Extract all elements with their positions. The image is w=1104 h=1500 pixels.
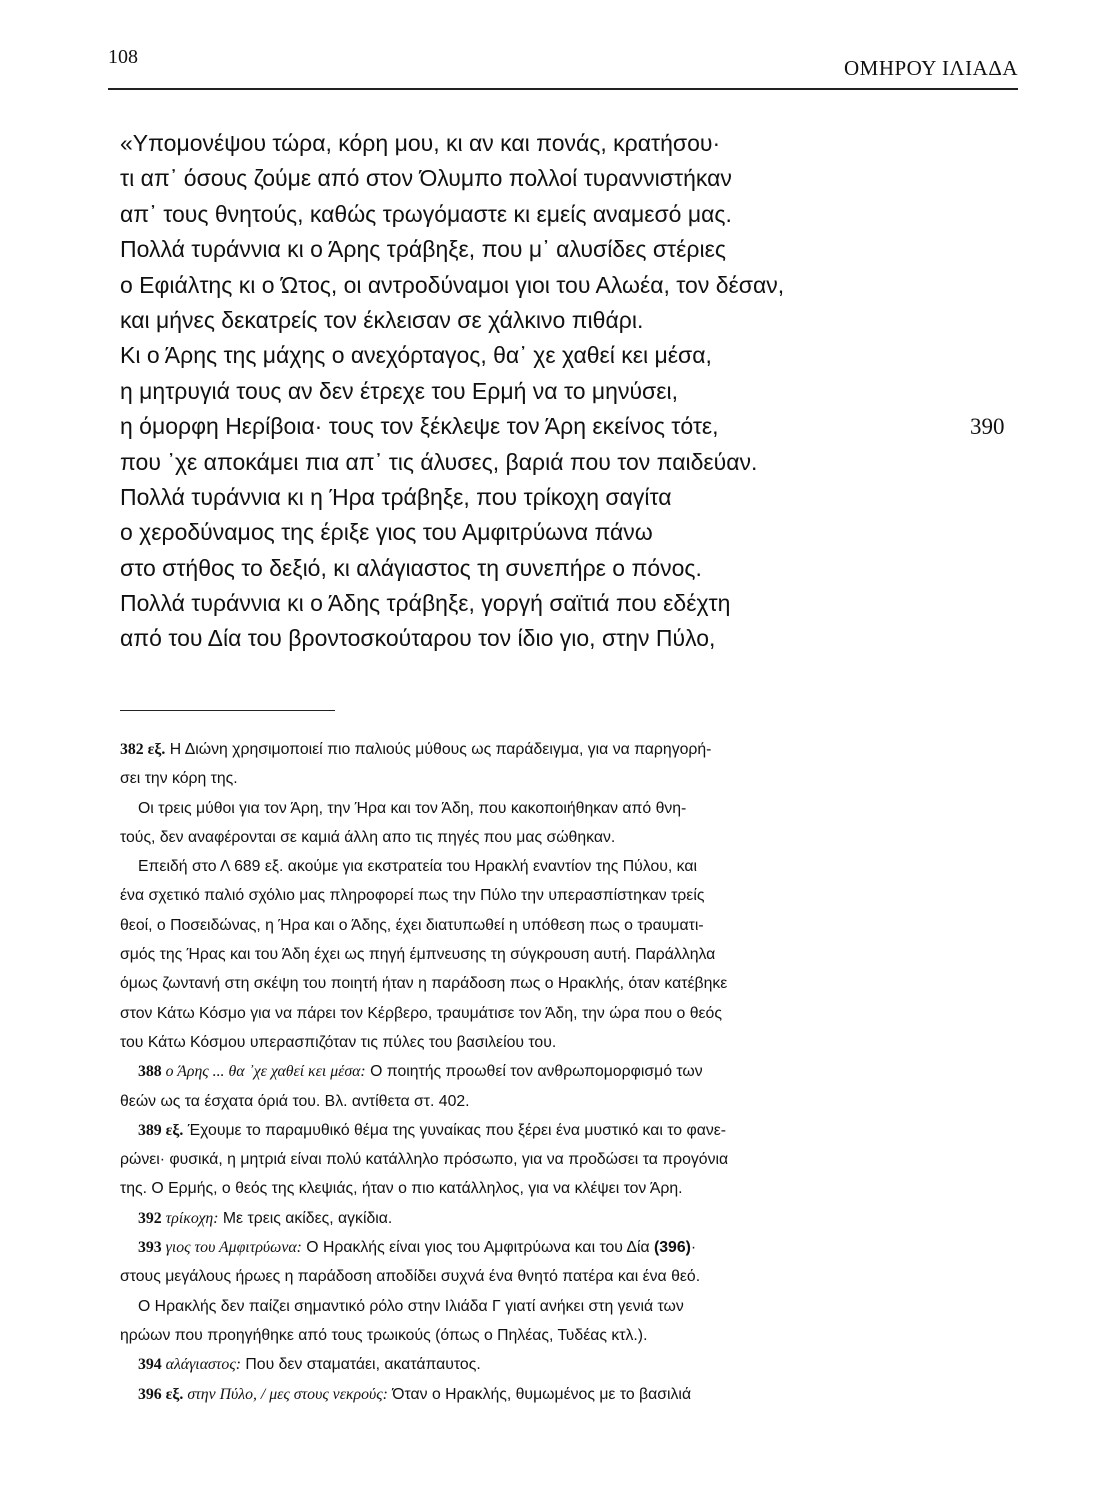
verse-line: από του Δία του βροντοσκούταρου τον ίδιο γιο, στην Πύλο, — [120, 625, 716, 652]
verse-line: ο Εφιάλτης κι ο Ώτος, οι αντροδύναμοι γιοι του Αλωέα, τον δέσαν, — [120, 271, 785, 298]
commentary-notes — [120, 735, 962, 1409]
note-382-paragraph-3 — [120, 852, 962, 1057]
note-lemma: στην Πύλο, / μες στους νεκρούς: — [183, 1385, 388, 1403]
cross-reference: (396) — [654, 1239, 691, 1257]
note-text: ρώνει· φυσικά, η μητριά είναι πολύ κατάλληλο πρόσωπο, για να προδώσει τα προγόνια — [120, 1151, 729, 1169]
note-lemma: ο Άρης ... θα ᾽χε χαθεί κει μέσα: — [161, 1063, 366, 1081]
note-text: Ο Ηρακλής είναι γιος του Αμφιτρύωνα και του Δία — [301, 1239, 655, 1257]
note-394 — [120, 1350, 962, 1379]
note-ref: 388 — [138, 1063, 162, 1081]
note-lemma: αλάγιαστος: — [161, 1356, 241, 1374]
note-text: Που δεν σταματάει, ακατάπαυτος. — [241, 1356, 481, 1374]
verse-line: Πολλά τυράννια κι ο Άδης τράβηξε, γοργή σαϊτιά που εδέχτη — [120, 590, 731, 617]
note-text: Ο Ηρακλής δεν παίζει σημαντικό ρόλο στην Ιλιάδα Γ γιατί ανήκει στη γενιά των — [138, 1297, 684, 1315]
verse-line: η μητρυγιά τους αν δεν έτρεχε του Ερμή να το μηνύσει, — [120, 377, 678, 404]
note-392 — [120, 1204, 962, 1233]
note-388 — [120, 1057, 962, 1116]
verse-line: τι απ᾽ όσους ζούμε από στον Όλυμπο πολλοί τυραννιστήκαν — [120, 165, 732, 192]
verse-line: Πολλά τυράννια κι ο Άρης τράβηξε, που μ᾽ αλυσίδες στέριες — [120, 236, 726, 263]
poem-text — [120, 126, 1005, 657]
header-rule — [108, 88, 1018, 90]
note-text: ένα σχετικό παλιό σχόλιο μας πληροφορεί πως την Πύλο την υπερασπίστηκαν τρείς — [120, 887, 705, 905]
note-text: Έχουμε το παραμυθικό θέμα της γυναίκας που ξέρει ένα μυστικό και το φανε- — [183, 1121, 727, 1139]
note-text: Η Διώνη χρησιμοποιεί πιο παλιούς μύθους ως παράδειγμα, για να παρηγορή- — [165, 741, 712, 758]
note-text: του Κάτω Κόσμου υπερασπιζόταν τις πύλες του βασιλείου του. — [120, 1033, 557, 1051]
note-393 — [120, 1233, 962, 1292]
verse-line: ο χεροδύναμος της έριξε γιος του Αμφιτρύωνα πάνω — [120, 519, 653, 546]
note-text: Επειδή στο Λ 689 εξ. ακούμε για εκστρατεία του Ηρακλή εναντίον της Πύλου, και — [138, 858, 698, 876]
page-number: 108 — [108, 46, 138, 68]
note-ref: 396 εξ. — [138, 1385, 184, 1403]
note-lemma: γιος του Αμφιτρύωνα: — [161, 1239, 302, 1257]
verse-line-390 — [120, 409, 1005, 444]
verse-line: που ᾽χε αποκάμει πια απ᾽ τις άλυσες, βαριά που τον παιδεύαν. — [120, 448, 758, 475]
note-ref: 389 εξ. — [138, 1121, 184, 1139]
note-382 — [120, 735, 962, 794]
verse-text: η όμορφη Ηερίβοια· τους τον ξέκλεψε τον Άρη εκείνος τότε, — [120, 413, 719, 440]
note-382-paragraph-2 — [120, 794, 962, 853]
verse-line: στο στήθος το δεξιό, κι αλάγιαστος τη συνεπήρε ο πόνος. — [120, 554, 702, 581]
note-lemma: τρίκοχη: — [161, 1209, 219, 1227]
note-text: Όταν ο Ηρακλής, θυμωμένος με το βασιλιά — [387, 1385, 692, 1403]
note-text: θεοί, ο Ποσειδώνας, η Ήρα και ο Άδης, έχει διατυπωθεί η υπόθεση πως ο τραυματι- — [120, 916, 704, 934]
page-header — [108, 46, 1018, 86]
note-text: Οι τρεις μύθοι για τον Άρη, την Ήρα και τον Άδη, που κακοποιήθηκαν από θνη- — [138, 799, 687, 817]
note-text: Ο ποιητής προωθεί τον ανθρωπομορφισμό των — [365, 1063, 703, 1081]
note-ref: 394 — [138, 1356, 162, 1374]
line-number: 390 — [970, 414, 1005, 440]
note-ref: 393 — [138, 1239, 162, 1257]
note-text: Με τρεις ακίδες, αγκίδια. — [218, 1209, 393, 1227]
note-text: ηρώων που προηγήθηκε από τους τρωικούς (όπως ο Πηλέας, Τυδέας κτλ.). — [120, 1326, 648, 1344]
verse-line: Πολλά τυράννια κι η Ήρα τράβηξε, που τρίκοχη σαγίτα — [120, 483, 672, 510]
note-text: τούς, δεν αναφέρονται σε καμιά άλλη απο τις πηγές που μας σώθηκαν. — [120, 828, 616, 846]
verse-line: και μήνες δεκατρείς τον έκλεισαν σε χάλκινο πιθάρι. — [120, 306, 644, 333]
note-text: σει την κόρη της. — [120, 770, 238, 788]
note-text: · — [690, 1239, 697, 1257]
note-text: της. Ο Ερμής, ο θεός της κλεψιάς, ήταν ο πιο κατάλληλος, για να κλέψει τον Άρη. — [120, 1180, 683, 1198]
note-text: όμως ζωντανή στη σκέψη του ποιητή ήταν η παράδοση πως ο Ηρακλής, όταν κατέβηκε — [120, 975, 728, 993]
note-393-paragraph-2 — [120, 1292, 962, 1351]
verse-line: «Υπομονέψου τώρα, κόρη μου, κι αν και πονάς, κρατήσου· — [120, 130, 721, 156]
running-title: ΟΜΗΡΟΥ ΙΛΙΑΔΑ — [844, 56, 1018, 80]
note-ref: 392 — [138, 1209, 162, 1227]
note-text: στον Κάτω Κόσμο για να πάρει τον Κέρβερο, τραυμάτισε τον Άδη, την ώρα που ο θεός — [120, 1004, 722, 1022]
note-text: θεών ως τα έσχατα όριά του. Βλ. αντίθετα στ. 402. — [120, 1092, 470, 1110]
note-text: στους μεγάλους ήρωες η παράδοση αποδίδει συχνά ένα θνητό πατέρα και ένα θεό. — [120, 1268, 701, 1286]
note-389 — [120, 1116, 962, 1204]
footnote-rule — [120, 710, 335, 711]
verse-line: Κι ο Άρης της μάχης ο ανεχόρταγος, θα᾽ χε χαθεί κει μέσα, — [120, 342, 712, 369]
note-396 — [120, 1380, 962, 1409]
note-text: σμός της Ήρας και του Άδη έχει ως πηγή έμπνευσης τη σύγκρουση αυτή. Παράλληλα — [120, 946, 716, 964]
note-ref: 382 εξ. — [120, 741, 166, 758]
verse-line: απ᾽ τους θνητούς, καθώς τρωγόμαστε κι εμείς αναμεσό μας. — [120, 200, 732, 227]
